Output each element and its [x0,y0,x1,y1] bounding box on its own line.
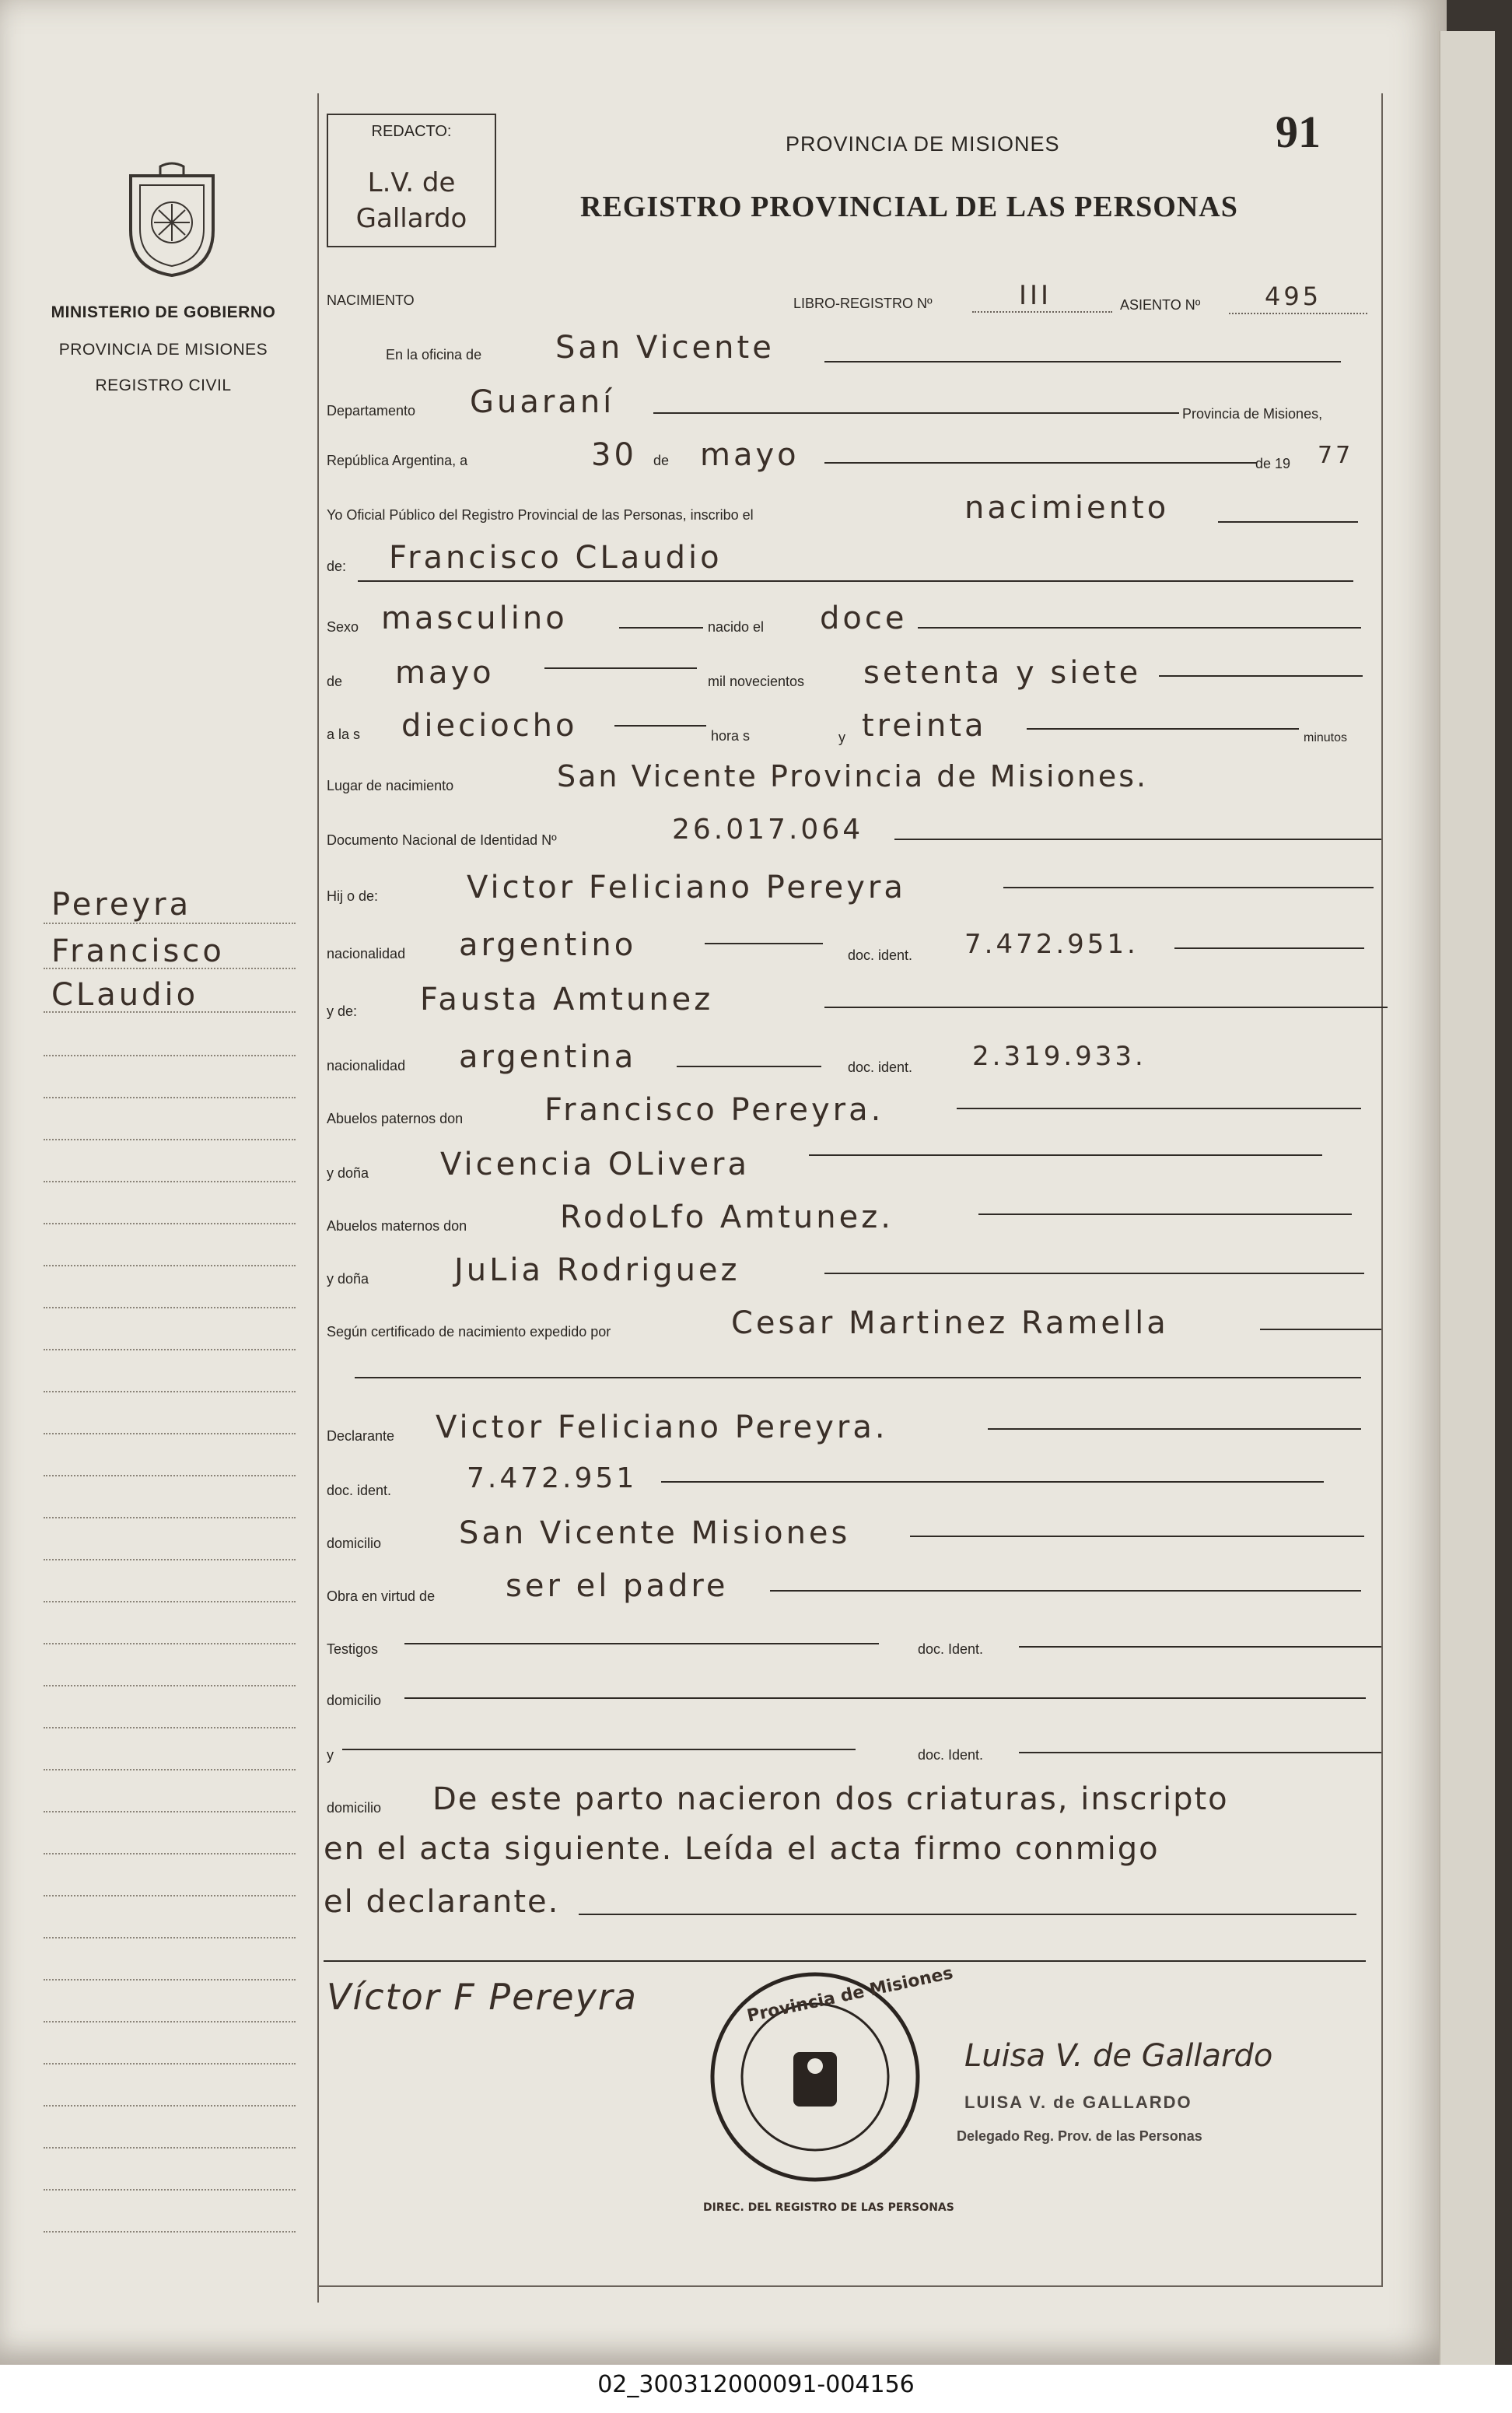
official-role: Delegado Reg. Prov. de las Personas [957,2128,1202,2144]
margin-dotline [44,1391,296,1392]
act-rule [1218,521,1358,523]
nationality-label: nacionalidad [327,946,406,961]
redacto-signature: L.V. de Gallardo [355,167,467,234]
folio-number: 91 [1276,107,1321,157]
margin-dotline [44,1349,296,1350]
paternal-don-rule [957,1108,1361,1109]
book-page-edge [1439,31,1495,2365]
margin-dotline [44,1643,296,1644]
paternal-grandfather: Francisco Pereyra. [544,1092,884,1128]
ministry-registry: REGISTRO CIVIL [95,376,232,394]
entry-label: ASIENTO Nº [1120,297,1201,313]
second-witness-doc-rule [1019,1752,1381,1753]
margin-dotline [44,1811,296,1812]
of-label: de [653,453,670,468]
mother-nationality: argentina [459,1039,637,1075]
reason-label: Obra en virtud de [327,1588,436,1604]
paternal-grandmother: Vicencia OLivera [440,1147,751,1182]
image-caption: 02_300312000091-004156 [597,2371,915,2398]
mother-nationality-label: nacionalidad [327,1058,406,1073]
maternal-dona-rule [824,1273,1364,1274]
date-rule [824,462,1257,464]
margin-dotline [44,1181,296,1182]
margin-dotline [44,1055,296,1056]
reason-rule [770,1590,1361,1592]
minutes-value: treinta [862,708,987,744]
born-day-value: doce [820,601,908,636]
witnesses-label: Testigos [327,1641,379,1657]
born-label: nacido el [708,619,765,635]
mother-rule [824,1007,1388,1008]
month-label: de [327,674,343,689]
sex-label: Sexo [327,619,359,635]
father-rule [1003,887,1374,888]
second-witness-rule [342,1749,856,1750]
margin-dotline [44,2063,296,2065]
office-rule [824,361,1341,362]
margin-dotline [44,1097,296,1098]
maternal-don-rule [978,1214,1352,1215]
declarant-doc-rule [661,1481,1324,1483]
margin-divider [317,93,319,2303]
book-dotline [972,311,1112,313]
official-name: LUISA V. de GALLARDO [964,2093,1192,2112]
margin-surname: Pereyra [51,887,192,923]
dni-label: Documento Nacional de Identidad Nº [327,832,557,848]
at-label: a la s [327,727,361,742]
note-line-2: en el acta siguiente. Leída el acta firmo conmigo [324,1831,1160,1867]
declarant-doc-label: doc. ident. [327,1483,392,1498]
official-signature: Luisa V. de Gallardo [964,2038,1273,2074]
dni-value: 26.017.064 [672,814,864,846]
certificate-issuer: Cesar Martinez Ramella [731,1305,1169,1341]
witness-rule [404,1643,879,1644]
caption-strip [0,2365,1512,2413]
entry-number: 495 [1265,282,1322,311]
paternal-grandparents-label: Abuelos paternos don [327,1111,464,1126]
second-witness-label: y [327,1747,334,1763]
seal-bottom-text: DIREC. DEL REGISTRO DE LAS PERSONAS [703,2201,954,2214]
margin-dotline [44,1727,296,1728]
maternal-grandfather: RodoLfo Amtunez. [560,1199,894,1235]
redacto-box [327,114,496,247]
name-rule [358,580,1353,582]
declarant-domicile-label: domicilio [327,1536,382,1551]
born-rule [918,627,1361,629]
hour-rule [614,725,706,727]
name-of-label: de: [327,559,347,574]
month-rule [544,667,697,669]
margin-dotline [44,1559,296,1560]
second-witness-doc-label: doc. Ident. [918,1747,984,1763]
declarant-rule [988,1428,1361,1430]
and-label: y [838,730,845,745]
declarant-name: Victor Feliciano Pereyra. [436,1410,888,1445]
declarant-doc: 7.472.951 [467,1462,638,1494]
margin-dotline [44,1139,296,1140]
ministry-province: PROVINCIA DE MISIONES [58,341,268,359]
hours-label: hora s [711,728,751,744]
note-line-3: el declarante. [324,1884,560,1920]
margin-dotline [44,1223,296,1224]
sex-value: masculino [381,601,568,636]
book-number: III [1019,280,1052,311]
margin-dotline [44,2105,296,2107]
birthplace-value: San Vicente Provincia de Misiones. [557,759,1149,793]
father-doc: 7.472.951. [964,929,1139,960]
born-month-value: mayo [395,655,495,691]
mother-doc: 2.319.933. [972,1041,1146,1072]
margin-dotline [44,1475,296,1476]
month-value: mayo [700,437,800,473]
act-type-label: NACIMIENTO [327,292,415,308]
margin-dotline [44,1433,296,1434]
paternal-dona-label: y doña [327,1165,369,1181]
redacto-label: REDACTO: [371,123,452,140]
act-value: nacimiento [964,490,1170,526]
reason-value: ser el padre [506,1568,729,1604]
father-nat-rule [705,943,823,944]
margin-dotline [44,1895,296,1896]
margin-dotline [44,968,296,969]
registry-heading: REGISTRO PROVINCIAL DE LAS PERSONAS [580,191,1238,223]
bottom-border [317,2285,1383,2287]
margin-dotline [44,1307,296,1308]
margin-dotline [44,1937,296,1938]
year-label: de 19 [1255,456,1291,471]
margin-dotline [44,2231,296,2233]
margin-dotline [44,2147,296,2149]
department-value: Guaraní [470,384,615,420]
father-doc-label: doc. ident. [848,947,913,963]
mother-name: Fausta Amtunez [420,982,714,1017]
margin-dotline [44,1769,296,1770]
hour-value: dieciocho [401,708,578,744]
book-label: LIBRO-REGISTRO Nº [793,296,933,311]
registered-name: Francisco CLaudio [389,540,723,576]
certificate-rule [1260,1329,1381,1330]
provincial-emblem-icon [123,160,221,277]
witness-doc-label: doc. Ident. [918,1641,984,1657]
father-nationality: argentino [459,927,637,963]
child-of-label: Hij o de: [327,888,379,904]
and-of-label: y de: [327,1003,358,1019]
birthplace-label: Lugar de nacimiento [327,778,454,793]
margin-dotline [44,1265,296,1266]
certificate-rule-2 [355,1377,1361,1378]
seal-top-text: Provincia de Misiones [745,1963,955,2026]
office-value: San Vicente [555,330,775,366]
day-value: 30 [591,437,637,473]
margin-dotline [44,2021,296,2023]
declarant-label: Declarante [327,1428,395,1444]
margin-first-name: Francisco [51,933,225,969]
note-rule-2 [324,1960,1366,1962]
sex-rule [619,627,703,629]
dni-rule [894,839,1381,840]
year-rule [1159,675,1363,677]
province-heading: PROVINCIA DE MISIONES [786,132,1060,156]
margin-dotline [44,1011,296,1013]
mother-doc-label: doc. ident. [848,1059,913,1075]
certificate-label: Según certificado de nacimiento expedido por [327,1324,611,1340]
mother-nat-rule [677,1066,821,1067]
declarant-signature: Víctor F Pereyra [327,1976,638,2018]
republic-label: República Argentina, a [327,453,468,468]
paternal-dona-rule [809,1154,1322,1156]
note-rule [579,1914,1356,1915]
margin-dotline [44,1517,296,1518]
department-rule [653,412,1179,414]
office-label: En la oficina de [386,347,482,362]
maternal-grandmother: JuLia Rodriguez [454,1252,740,1288]
entry-dotline [1229,313,1367,314]
declarant-domicile: San Vicente Misiones [459,1515,851,1551]
minutes-label: minutos [1304,731,1348,744]
maternal-grandparents-label: Abuelos maternos don [327,1218,467,1234]
maternal-dona-label: y doña [327,1271,369,1287]
father-doc-rule [1174,947,1364,949]
note-domicile-label: domicilio [327,1800,382,1816]
official-text: Yo Oficial Público del Registro Provincial de las Personas, inscribo el [327,507,754,523]
margin-dotline [44,1979,296,1980]
domicile-rule [910,1536,1364,1537]
margin-second-name: CLaudio [51,977,199,1013]
right-border [1381,93,1383,2287]
ministry-name: MINISTERIO DE GOBIERNO [51,303,276,321]
margin-dotline [44,923,296,924]
thousand-label: mil novecientos [708,674,805,689]
margin-dotline [44,2189,296,2191]
born-year-value: setenta y siete [863,655,1142,691]
year-value: 77 [1318,442,1354,469]
father-name: Victor Feliciano Pereyra [467,870,906,905]
witness-doc-rule [1019,1646,1381,1648]
witness-domicile-label: domicilio [327,1693,382,1708]
note-line-1: De este parto nacieron dos criaturas, inscripto [432,1781,1229,1817]
department-label: Departamento [327,403,416,419]
province-suffix: Provincia de Misiones, [1182,406,1323,422]
margin-dotline [44,1685,296,1686]
witness-domicile-rule [404,1697,1366,1699]
margin-dotline [44,1601,296,1602]
minutes-rule [1027,728,1299,730]
margin-dotline [44,1853,296,1854]
